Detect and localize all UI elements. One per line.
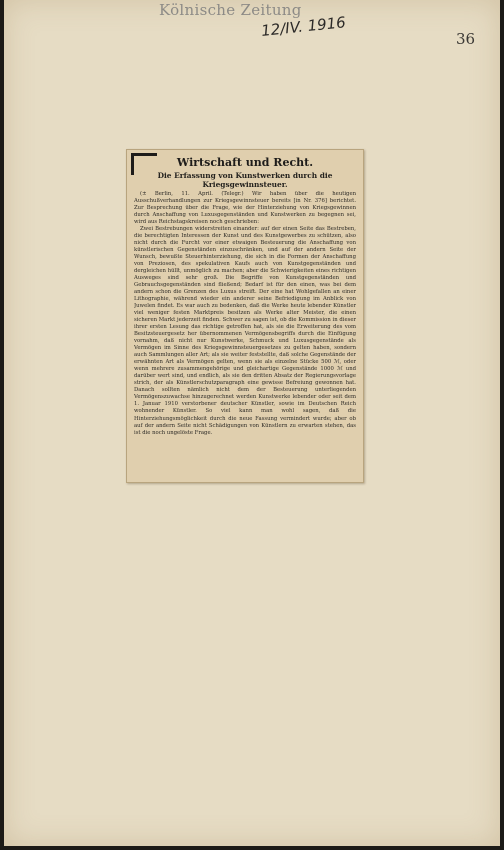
newspaper-clipping (126, 149, 364, 483)
page-number: 36 (456, 30, 476, 48)
article-subheadline: Die Erfassung von Kunstwerken durch die Kriegsgewinnsteuer. (157, 171, 333, 189)
article-body (134, 191, 356, 475)
newspaper-stamp: Kölnische Zeitung (159, 1, 302, 19)
article-paragraph: Zwei Bestrebungen widerstreiten einander: auf der einen Seite das Bestreben, die berechtigten Interessen der Kunst und des Kunstgewerbes zu schützen, also nicht durch die Furcht vor einer etwaigen Besteuerung die Anschaffung von künstlerischen Gegenständen einzuschränken, und auf der andern Seite der Wunsch, bewußte Steuerhinterziehung, die sich in die Formen der Anschaffung von Preziosen, des spekulativen Kaufs auch von Kunstgegenständen und dergleichen hüllt, unmöglich zu machen; aber die Schwierigkeiten eines richtigen Ausweges sind sehr groß. Die Begriffe von Kunstgegenständen und Gebrauchsgegenständen sind fließend; Bedarf ist für den einen, was bei dem andern schon die Grenzen des Luxus streift. Der eine hat Wohlgefallen an einer Lithographie, während wieder ein anderer seine Befriedigung im Anblick von Juwelen findet. Es war auch zu bedenken, daß die Werke heute lebender Künstler viel weniger festen Marktpreis besitzen als Werke alter Meister, die einen sicheren Markt jederzeit finden. Schwer zu sagen ist, ob die Kommission in dieser ihrer ersten Lesung das richtige getroffen hat, als sie die Erweiterung des vom Besitzsteuergesetz her übernommenen Vermögensbegriffs durch die Einfügung vornahm, daß nicht nur Kunstwerke, Schmuck und Luxusgegenstände als Vermögen im Sinne des Kriegsgewinnsteuergesetzes zu gelten haben, sondern auch Sammlungen aller Art; als sie weiter feststellte, daß solche Gegenstände der erwähnten Art als Vermögen gelten, wenn sie als einzelne Stücke 500 ℳ, oder wenn mehrere zusammengehörige und gleichartige Gegenstände 1000 ℳ und darüber wert sind, und endlich, als sie den dritten Absatz der Regierungsvorlage strich, der als Künstlerschutzparagraph eine gewisse Befreiung gewonnen hat. Danach sollten nämlich nicht dem der Besteuerung unterliegenden Vermögenszuwachse hinzugerechnet werden Kunstwerke lebender oder seit dem 1. Januar 1910 verstorbener deutscher Künstler, sowie im Deutschen Reich wohnender Künstler. So viel kann man wohl sagen, daß die Hinterziehungsmöglichkeit durch die neue Fassung vermindert wurde; aber ob auf der andern Seite nicht Schädigungen von Künstlern zu erwarten stehen, das ist die noch ungelöste Frage. (134, 226, 356, 436)
archive-sheet (4, 0, 500, 846)
article-paragraph: (± Berlin, 11. April. (Telegr.) Wir haben über die heutigen Ausschußverhandlungen zur Kriegsgewinnsteuer bereits [in Nr. 376] berichtet. Zur Besprechung über die Frage, wie der Hinterziehung von Kriegsgewinnen durch Anschaffung von Luxusgegenständen und Kunstwerken zu begegnen sei, wird aus Reichstagskreisen noch geschrieben: (134, 191, 356, 226)
article-headline: Wirtschaft und Recht. (176, 156, 314, 169)
handwritten-date: 12/IV. 1916 (260, 13, 347, 40)
